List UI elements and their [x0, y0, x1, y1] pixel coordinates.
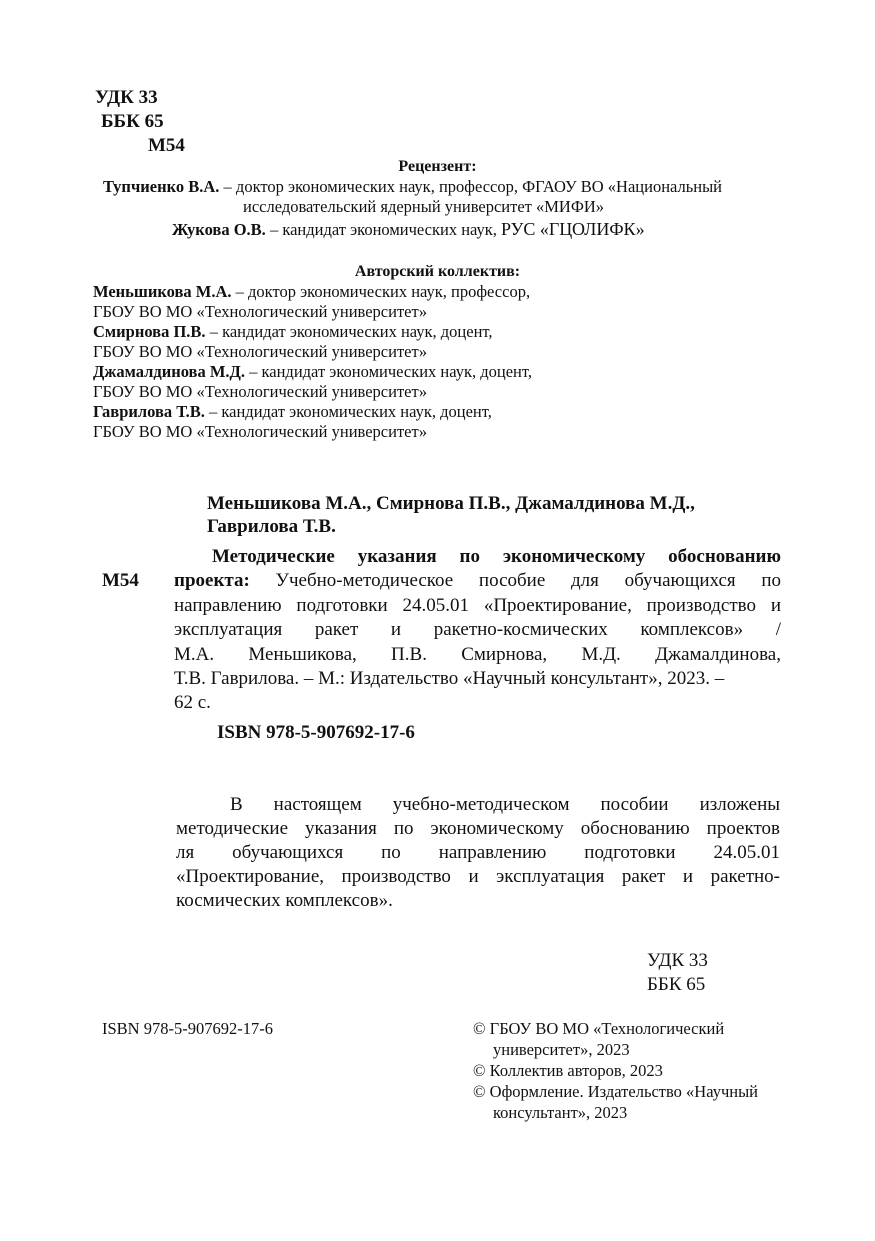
author-3-name: Джамалдинова М.Д. [93, 362, 246, 381]
footer-bbk: ББК 65 [647, 974, 706, 995]
author-4-name: Гаврилова Т.В. [93, 402, 205, 421]
author-mark: М54 [148, 135, 185, 156]
author-4-org: ГБОУ ВО МО «Технологический университет» [93, 422, 427, 441]
citation-line-7: 62 с. [174, 692, 211, 713]
citation-isbn: ISBN 978-5-907692-17-6 [217, 722, 415, 743]
reviewer-1-text: – доктор экономических наук, профессор, ФГАОУ ВО «Национальный [219, 177, 723, 196]
citation-authors-2: Гаврилова Т.В. [207, 516, 336, 537]
citation-line-5: М.А. Меньшикова, П.В. Смирнова, М.Д. Джамалдинова, [174, 644, 781, 665]
author-2-role: – кандидат экономических наук, доцент, [205, 322, 493, 341]
citation-line-3: направлению подготовки 24.05.01 «Проектирование, производство и [174, 595, 781, 616]
bbk-code: ББК 65 [101, 111, 164, 132]
copyright-1: © ГБОУ ВО МО «Технологический [473, 1019, 725, 1038]
footer-isbn: ISBN 978-5-907692-17-6 [102, 1019, 273, 1038]
author-1-role: – доктор экономических наук, профессор, [231, 282, 531, 301]
reviewer-2-org: РУС «ГЦОЛИФК» [501, 219, 645, 239]
citation-line-2 [174, 570, 781, 592]
citation-line-1: Методические указания по экономическому обоснованию [212, 546, 781, 567]
copyright-3: © Оформление. Издательство «Научный [473, 1082, 759, 1101]
citation-line-6: Т.В. Гаврилова. – М.: Издательство «Научный консультант», 2023. – [174, 668, 725, 689]
author-3 [93, 362, 532, 382]
author-2-name: Смирнова П.В. [93, 322, 206, 341]
abstract-line-5: космических комплексов». [176, 890, 393, 911]
author-2-org: ГБОУ ВО МО «Технологический университет» [93, 342, 427, 361]
citation-authors-1: Меньшикова М.А., Смирнова П.В., Джамалдинова М.Д., [207, 493, 695, 514]
citation-line-2-rest: Учебно-методическое пособие для обучающихся по [249, 570, 781, 591]
citation-mark: М54 [102, 570, 139, 591]
citation-line-2-bold: проекта: [174, 570, 250, 591]
author-1-org: ГБОУ ВО МО «Технологический университет» [93, 302, 427, 321]
reviewer-1-name: Тупчиенко В.А. [103, 177, 220, 196]
copyright-3-cont: консультант», 2023 [493, 1103, 628, 1122]
authors-heading: Авторский коллектив: [354, 263, 521, 280]
copyright-2: © Коллектив авторов, 2023 [473, 1061, 663, 1080]
reviewer-2-text: – кандидат экономических наук, [265, 220, 502, 239]
copyright-1-cont: университет», 2023 [493, 1040, 630, 1059]
reviewers-heading: Рецензент: [398, 158, 477, 175]
author-1 [93, 282, 530, 302]
reviewer-1 [103, 177, 722, 197]
udk-code: УДК 33 [95, 87, 158, 108]
footer-udk: УДК 33 [647, 950, 708, 971]
abstract-line-4: «Проектирование, производство и эксплуатация ракет и ракетно- [176, 866, 780, 887]
abstract-line-2: методические указания по экономическому обоснованию проектов [176, 818, 780, 839]
reviewer-2-name: Жукова О.В. [172, 220, 266, 239]
author-4-role: – кандидат экономических наук, доцент, [204, 402, 492, 421]
abstract-line-1: В настоящем учебно-методическом пособии изложены [230, 794, 780, 815]
author-4 [93, 402, 492, 422]
reviewer-1-org: исследовательский ядерный университет «МИФИ» [243, 197, 605, 216]
author-3-role: – кандидат экономических наук, доцент, [245, 362, 532, 381]
author-3-org: ГБОУ ВО МО «Технологический университет» [93, 382, 427, 401]
abstract-line-3: ля обучающихся по направлению подготовки 24.05.01 [176, 842, 780, 863]
author-2 [93, 322, 493, 342]
reviewer-2 [172, 219, 645, 240]
citation-line-4: эксплуатация ракет и ракетно-космических комплексов» / [174, 619, 781, 640]
author-1-name: Меньшикова М.А. [93, 282, 232, 301]
